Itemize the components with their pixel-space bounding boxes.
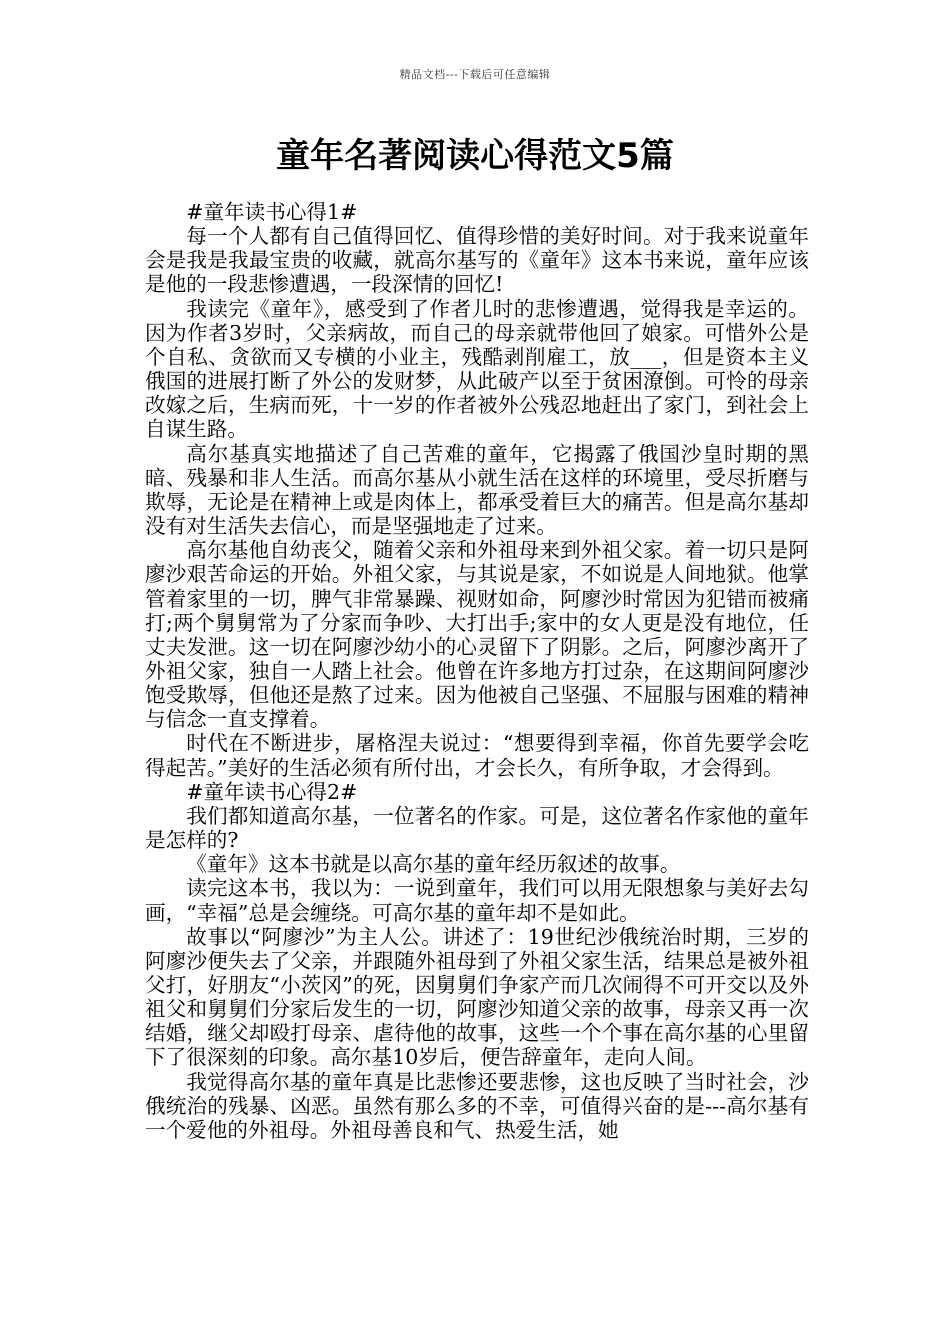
header-note: 精品文档---下载后可任意编辑 [399,68,551,81]
paragraph: 我读完《童年》，感受到了作者儿时的悲惨遭遇，觉得我是幸运的。因为作者3岁时，父亲病故，而自己的母亲就带他回了娘家。可惜外公是个自私、贪欲而又专横的小业主，残酷剥削雇工，放___，但是资本主义俄国的进展打断了外公的发财梦，从此破产以至于贫困潦倒。可怜的母亲改嫁之后，生病而死，十一岁的作者被外公残忍地赶出了家门，到社会上自谋生路。 [145,296,809,442]
paragraph: 我们都知道高尔基，一位著名的作家。可是，这位著名作家他的童年是怎样的? [145,803,809,853]
paragraph: 高尔基他自幼丧父，随着父亲和外祖母来到外祖父家。着一切只是阿廖沙艰苦命运的开始。外祖父家，与其说是家，不如说是人间地狱。他掌管着家里的一切，脾气非常暴躁、视财如命，阿廖沙时常因为犯错而被痛打;两个舅舅常为了分家而争吵、大打出手;家中的女人更是没有地位，任丈夫发泄。这一切在阿廖沙幼小的心灵留下了阴影。之后，阿廖沙离开了外祖父家，独自一人踏上社会。他曾在许多地方打过杂，在这期间阿廖沙饱受欺辱，但他还是熬了过来。因为他被自己坚强、不屈服与困难的精神与信念一直支撑着。 [145,538,809,732]
paragraph: 时代在不断进步，屠格涅夫说过：“想要得到幸福，你首先要学会吃得起苦。”美好的生活必须有所付出，才会长久，有所争取，才会得到。 [145,731,809,780]
paragraph: 每一个人都有自己值得回忆、值得珍惜的美好时间。对于我来说童年会是我是我最宝贵的收藏，就高尔基写的《童年》这本书来说，童年应该是他的一段悲惨遭遇，一段深情的回忆! [145,224,809,297]
section-heading: #童年读书心得2# [186,779,358,804]
paragraph: 高尔基真实地描述了自己苦难的童年，它揭露了俄国沙皇时期的黑暗、残暴和非人生活。而高尔基从小就生活在这样的环境里，受尽折磨与欺辱，无论是在精神上或是肉体上，都承受着巨大的痛苦。但是高尔基却没有对生活失去信心，而是坚强地走了过来。 [145,441,809,539]
paragraph: 读完这本书，我以为：一说到童年，我们可以用无限想象与美好去勾画，“幸福”总是会缠绕。可高尔基的童年却不是如此。 [145,876,809,925]
document-body [145,200,809,1142]
paragraph: 我觉得高尔基的童年真是比悲惨还要悲惨，这也反映了当时社会，沙俄统治的残暴、凶恶。虽然有那么多的不幸，可值得兴奋的是---高尔基有一个爱他的外祖母。外祖母善良和气、热爱生活，她 [145,1069,809,1142]
page-title: 童年名著阅读心得范文5篇 [276,136,674,176]
section-heading: #童年读书心得1# [186,200,358,224]
paragraph: 《童年》这本书就是以高尔基的童年经历叙述的故事。 [186,852,681,877]
paragraph: 故事以“阿廖沙”为主人公。讲述了：19世纪沙俄统治时期，三岁的阿廖沙便失去了父亲，并跟随外祖母到了外祖父家生活，结果总是被外祖父打，好朋友“小茨冈”的死，因舅舅们争家产而几次闹得不可开交以及外祖父和舅舅们分家后发生的一切，阿廖沙知道父亲的故事，母亲又再一次结婚，继父却殴打母亲、虐待他的故事，这些一个个事在高尔基的心里留下了很深刻的印象。高尔基10岁后，便告辞童年，走向人间。 [145,924,809,1070]
